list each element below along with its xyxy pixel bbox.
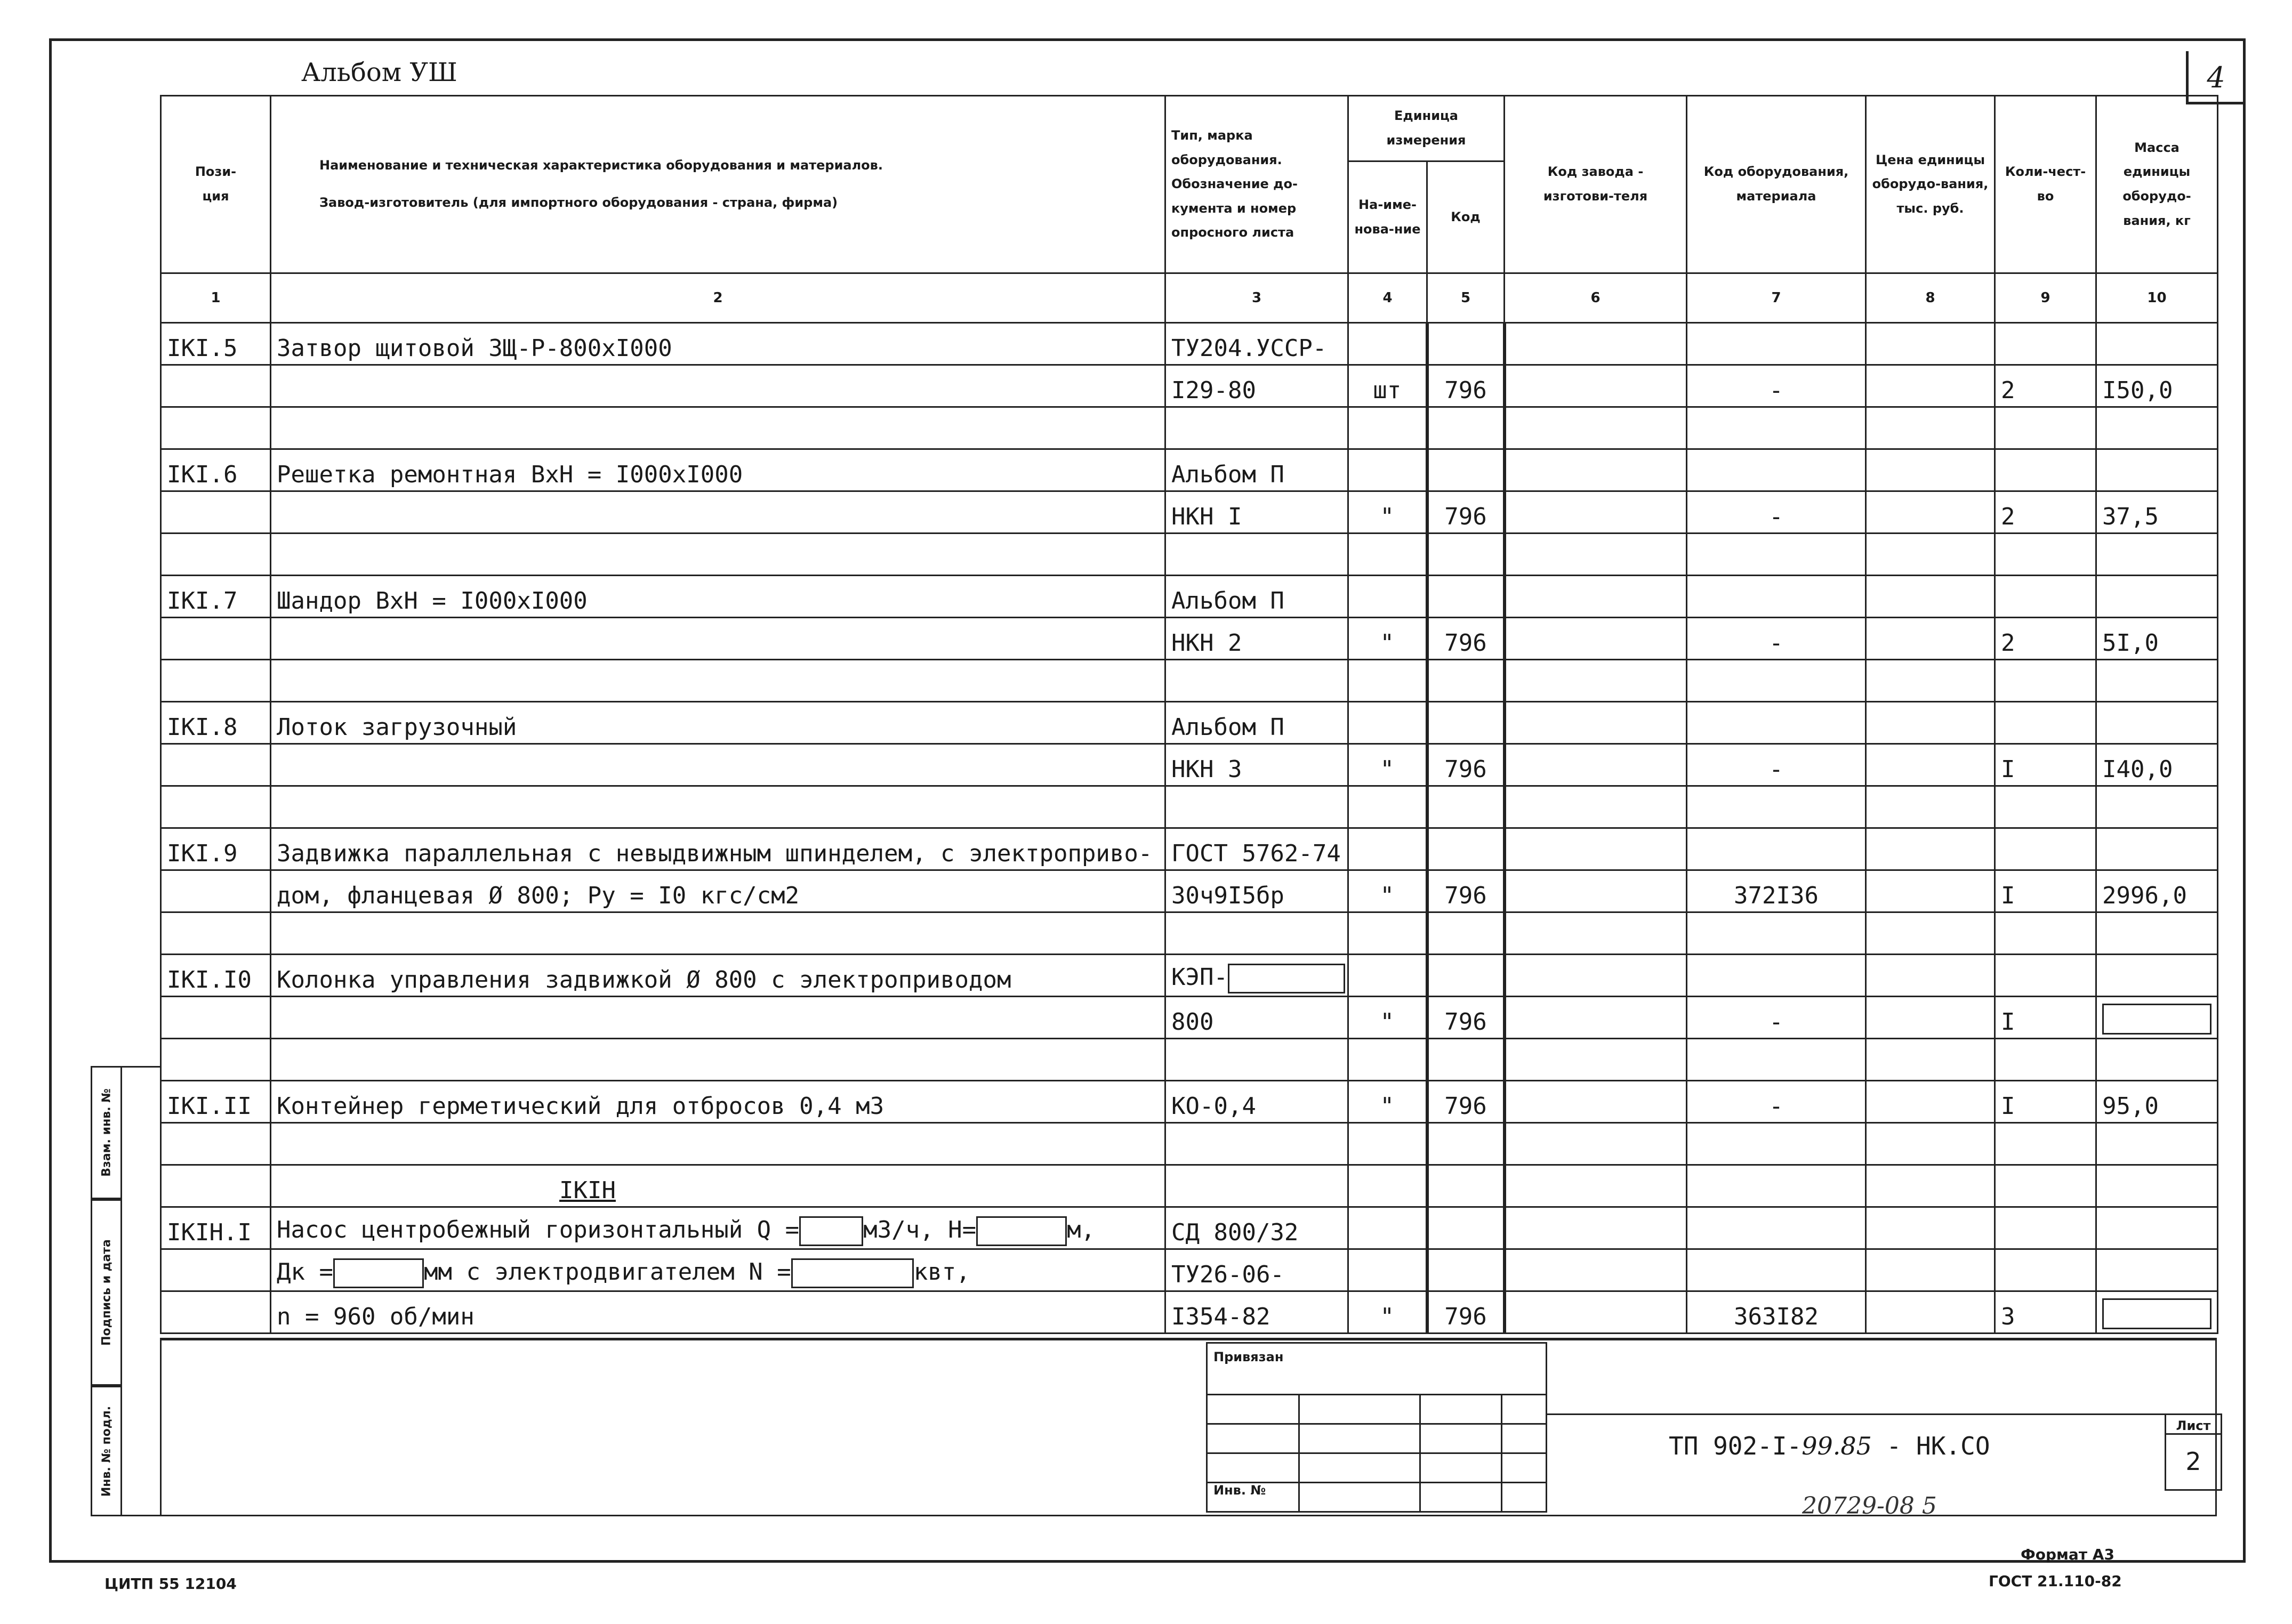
name-cell: Затвор щитовой ЗЩ-Р-800хI000 (271, 323, 1165, 365)
handwritten-number: 20729-08 5 (1802, 1492, 1937, 1520)
colnum-6: 6 (1505, 273, 1687, 323)
table-row (161, 955, 2218, 997)
equipment-code-cell: - (1687, 491, 1866, 534)
unit-code-cell: 796 (1427, 997, 1505, 1039)
sheet-label: Лист (2166, 1418, 2221, 1435)
table-row (161, 997, 2218, 1039)
quantity-cell: I (1995, 744, 2096, 786)
table-row (161, 323, 2218, 365)
header-unit-group: Единица измерения (1348, 96, 1505, 161)
unit-name-cell: " (1348, 870, 1427, 912)
title-block (160, 1338, 2217, 1516)
table-row (161, 828, 2218, 870)
table-row (161, 1207, 2218, 1249)
unit-code-cell: 796 (1427, 618, 1505, 660)
pump-line1c: м, (1067, 1216, 1096, 1243)
pump-line1b: м3/ч, Н= (863, 1216, 977, 1243)
colnum-8: 8 (1866, 273, 1995, 323)
unit-code-cell: 796 (1427, 870, 1505, 912)
position-cell: IKI.9 (161, 828, 271, 870)
header-type: Тип, марка оборудования. Обозначение до-кумента и номер опросного листа (1165, 96, 1348, 273)
type-cell: ТУ26-06- (1165, 1249, 1348, 1291)
table-row (161, 1081, 2218, 1123)
type-cell: I29-80 (1165, 365, 1348, 407)
colnum-2: 2 (271, 273, 1165, 323)
colnum-1: 1 (161, 273, 271, 323)
type-cell: Альбом П (1165, 702, 1348, 744)
unit-name-cell: " (1348, 1291, 1427, 1334)
position-cell: IKI.I0 (161, 955, 271, 997)
pump-line2c: квт, (913, 1258, 970, 1286)
position-cell: IKI.II (161, 1081, 271, 1123)
sheet-number: 2 (2185, 1447, 2201, 1476)
equipment-code-cell: - (1687, 1081, 1866, 1123)
unit-code-cell: 796 (1427, 744, 1505, 786)
mass-cell: 2996,0 (2096, 870, 2218, 912)
colnum-4: 4 (1348, 273, 1427, 323)
unit-name-cell: " (1348, 618, 1427, 660)
flow-blank-field (799, 1216, 863, 1246)
header-unit-name: На-име-нова-ние (1348, 161, 1427, 273)
equipment-code-cell: - (1687, 365, 1866, 407)
header-price: Цена единицы оборудо-вания, тыс. руб. (1866, 96, 1995, 273)
type-cell: Альбом П (1165, 576, 1348, 618)
mass-cell: I40,0 (2096, 744, 2218, 786)
unit-name-cell: шт (1348, 365, 1427, 407)
type-cell: Альбом П (1165, 449, 1348, 491)
colnum-7: 7 (1687, 273, 1866, 323)
table-row (161, 576, 2218, 618)
table-row (161, 1291, 2218, 1334)
header-name-line2: Завод-изготовитель (для импортного оборудования - страна, фирма) (319, 195, 838, 210)
table-row (161, 1249, 2218, 1291)
pump-line3: n = 960 об/мин (271, 1291, 1165, 1334)
quantity-cell: I (1995, 997, 2096, 1039)
gost-label: ГОСТ 21.110-82 (1989, 1572, 2122, 1590)
blank-mass-field (2102, 1298, 2211, 1329)
name-cell: Шандор ВхН = I000хI000 (271, 576, 1165, 618)
quantity-cell: 3 (1995, 1291, 2096, 1334)
table-row (161, 365, 2218, 407)
title-divider (1546, 1413, 2217, 1415)
position-cell: IKI.6 (161, 449, 271, 491)
header-quantity: Коли-чест-во (1995, 96, 2096, 273)
header-mass: Масса единицы оборудо-вания, кг (2096, 96, 2218, 273)
colnum-5: 5 (1427, 273, 1505, 323)
unit-name-cell: " (1348, 491, 1427, 534)
table-row (161, 1165, 2218, 1207)
quantity-cell: 2 (1995, 365, 2096, 407)
header-factory-code: Код завода - изготови-теля (1505, 96, 1687, 273)
type-cell: НКН 3 (1165, 744, 1348, 786)
section-heading: IKIH (271, 1165, 1165, 1207)
type-cell: КО-0,4 (1165, 1081, 1348, 1123)
position-cell: IKI.5 (161, 323, 271, 365)
name-cell: Решетка ремонтная ВхН = I000хI000 (271, 449, 1165, 491)
blank-field (1228, 964, 1345, 993)
side-strip (120, 1066, 160, 1516)
name-cell: Контейнер герметический для отбросов 0,4 м3 (271, 1081, 1165, 1123)
equipment-code-cell: - (1687, 744, 1866, 786)
blank-mass-field (2102, 1004, 2211, 1035)
pump-line2a: Дк = (277, 1258, 333, 1286)
mass-cell: I50,0 (2096, 365, 2218, 407)
unit-name-cell: " (1348, 997, 1427, 1039)
type-cell: СД 800/32 (1165, 1207, 1348, 1249)
specification-table (160, 95, 2218, 1334)
mass-cell: 95,0 (2096, 1081, 2218, 1123)
pump-line2b: мм с электродвигателем N = (423, 1258, 791, 1286)
unit-name-cell: " (1348, 744, 1427, 786)
type-cell: I354-82 (1165, 1291, 1348, 1334)
type-cell: НКН I (1165, 491, 1348, 534)
unit-code-cell: 796 (1427, 1291, 1505, 1334)
table-row (161, 449, 2218, 491)
equipment-code-cell: - (1687, 997, 1866, 1039)
head-blank-field (976, 1216, 1067, 1246)
colnum-9: 9 (1995, 273, 2096, 323)
side-label-replacement: Взам. инв. № (91, 1066, 120, 1199)
equipment-code-cell: - (1687, 618, 1866, 660)
page-corner-number: 4 (2186, 51, 2243, 104)
unit-code-cell: 796 (1427, 1081, 1505, 1123)
table-row (161, 702, 2218, 744)
diameter-blank-field (333, 1258, 424, 1288)
doc-code-suffix: - НК.СО (1871, 1432, 1990, 1460)
table-row (161, 491, 2218, 534)
sheet-box (2165, 1413, 2222, 1491)
type-cell: КЭП- (1171, 964, 1228, 991)
colnum-3: 3 (1165, 273, 1348, 323)
name-cell: Лоток загрузочный (271, 702, 1165, 744)
doc-code-handwritten: 99.85 (1802, 1432, 1872, 1460)
album-title: Альбом УШ (301, 58, 457, 87)
table-row (161, 744, 2218, 786)
name-cell: дом, фланцевая Ø 800; Ру = I0 кгс/см2 (271, 870, 1165, 912)
table-row (161, 618, 2218, 660)
power-blank-field (791, 1258, 914, 1288)
inventory-label: Инв. № (1213, 1483, 1266, 1498)
mass-cell: 37,5 (2096, 491, 2218, 534)
side-label-inventory: Инв. № подл. (91, 1386, 120, 1516)
format-label: Формат А3 (2021, 1546, 2114, 1563)
position-cell: IKI.7 (161, 576, 271, 618)
publisher-code: ЦИТП 55 12104 (104, 1575, 237, 1593)
unit-code-cell: 796 (1427, 365, 1505, 407)
header-equipment-code: Код оборудования, материала (1687, 96, 1866, 273)
header-name (271, 96, 1165, 273)
name-cell: Задвижка параллельная с невыдвижным шпинделем, с электроприво- (271, 828, 1165, 870)
side-label-signature: Подпись и дата (91, 1199, 120, 1386)
doc-code-prefix: ТП 902-I- (1669, 1432, 1802, 1460)
name-cell: Колонка управления задвижкой Ø 800 с электроприводом (271, 955, 1165, 997)
document-code (1669, 1432, 1990, 1460)
pump-line1a: Насос центробежный горизонтальный Q = (277, 1216, 800, 1243)
header-name-line1: Наименование и техническая характеристика оборудования и материалов. (319, 158, 883, 173)
bound-label: Привязан (1213, 1350, 1284, 1364)
type-cell: ГОСТ 5762-74 (1165, 828, 1348, 870)
colnum-10: 10 (2096, 273, 2218, 323)
unit-name-cell: " (1348, 1081, 1427, 1123)
type-cell: 30ч9I5бр (1165, 870, 1348, 912)
header-unit-code: Код (1427, 161, 1505, 273)
quantity-cell: 2 (1995, 491, 2096, 534)
type-cell: 800 (1165, 997, 1348, 1039)
type-cell: ТУ204.УССР- (1165, 323, 1348, 365)
type-cell: НКН 2 (1165, 618, 1348, 660)
position-cell: IKIH.I (161, 1207, 271, 1249)
header-position: Пози- ция (161, 96, 271, 273)
table-row (161, 870, 2218, 912)
equipment-code-cell: 363I82 (1687, 1291, 1866, 1334)
mass-cell: 5I,0 (2096, 618, 2218, 660)
quantity-cell: 2 (1995, 618, 2096, 660)
position-cell: IKI.8 (161, 702, 271, 744)
quantity-cell: I (1995, 1081, 2096, 1123)
equipment-code-cell: 372I36 (1687, 870, 1866, 912)
quantity-cell: I (1995, 870, 2096, 912)
unit-code-cell: 796 (1427, 491, 1505, 534)
